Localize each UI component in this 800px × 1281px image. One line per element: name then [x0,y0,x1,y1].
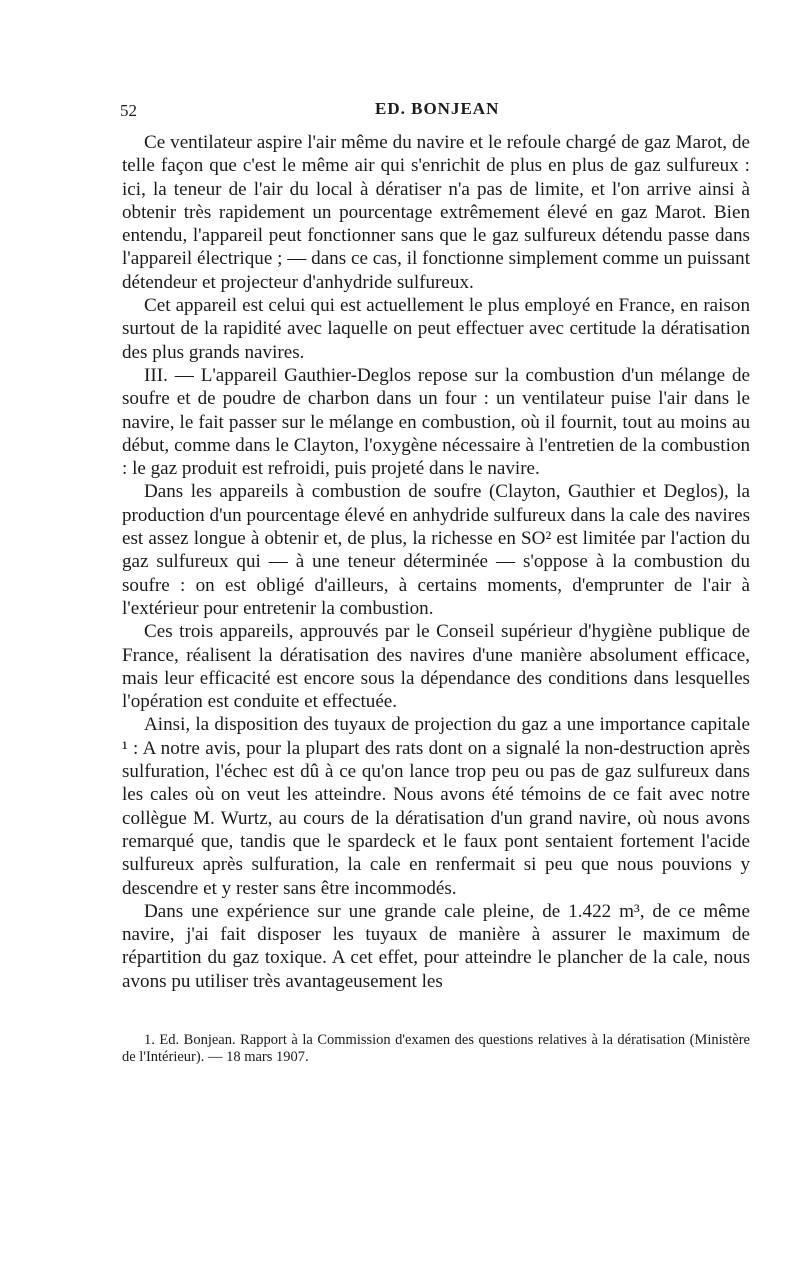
footnote-text: 1. Ed. Bonjean. Rapport à la Commission d'examen des questions relatives à la dératisation (Ministère de l'Intérieur). — 18 mars 1907. [122,1032,750,1065]
paragraph: Ainsi, la disposition des tuyaux de projection du gaz a une importance capitale ¹ : A notre avis, pour la plupart des rats dont on a signalé la non-destruction après sulfuration, l'échec est dû à ce qu'on lance trop peu ou pas de gaz sulfureux dans les cales où on veut les atteindre. Nous avons été témoins de ce fait avec notre collègue M. Wurtz, au cours de la dératisation d'un grand navire, où nous avons remarqué que, tandis que le spardeck et le faux pont sentaient fortement l'acide sulfureux après sulfuration, la cale en renfermait si peu que nous pouvions y descendre et y rester sans être incommodés. [122,714,750,899]
page-number: 52 [120,101,137,120]
footnote [122,1032,750,1066]
paragraph: III. — L'appareil Gauthier-Deglos repose sur la combustion d'un mélange de soufre et de poudre de charbon dans un four : un ventilateur puise l'air dans le navire, le fait passer sur le mélange en combustion, où il fournit, tout au moins au début, comme dans le Clayton, l'oxygène nécessaire à l'entretien de la combustion : le gaz produit est refroidi, puis projeté dans le navire. [122,364,750,480]
paragraph: Cet appareil est celui qui est actuellement le plus employé en France, en raison surtout de la rapidité avec laquelle on peut effectuer avec certitude la dératisation des plus grands navires. [122,295,750,363]
paragraph: Dans les appareils à combustion de soufre (Clayton, Gauthier et Deglos), la production d'un pourcentage élevé en anhydride sulfureux dans la cale des navires est assez longue à obtenir et, de plus, la richesse en SO² est limitée par l'action du gaz sulfureux qui — à une teneur déterminée — s'oppose à la combustion du soufre : on est obligé d'ailleurs, à certains moments, d'emprunter de l'air à l'extérieur pour entretenir la combustion. [122,481,750,619]
paragraph: Ce ventilateur aspire l'air même du navire et le refoule chargé de gaz Marot, de telle façon que c'est le même air qui s'enrichit de plus en plus de gaz sulfureux : ici, la teneur de l'air du local à dératiser n'a pas de limite, et l'on arrive ainsi à obtenir très rapidement un pourcentage extrêmement élevé en gaz Marot. Bien entendu, l'appareil peut fonctionner sans que le gaz sulfureux détendu passe dans l'appareil électrique ; — dans ce cas, il fonctionne simplement comme un puissant détendeur et projecteur d'anhydride sulfureux. [122,132,750,293]
body-text [122,131,750,993]
running-head: ED. BONJEAN [375,99,500,118]
paragraph: Dans une expérience sur une grande cale pleine, de 1.422 m³, de ce même navire, j'ai fait disposer les tuyaux de manière à assurer le maximum de répartition du gaz toxique. A cet effet, pour atteindre le plancher de la cale, nous avons pu utiliser très avantageusement les [122,900,750,992]
paragraph: Ces trois appareils, approuvés par le Conseil supérieur d'hygiène publique de France, réalisent la dératisation des navires d'une manière absolument efficace, mais leur efficacité est encore sous la dépendance des conditions dans lesquelles l'opération est conduite et effectuée. [122,621,750,713]
